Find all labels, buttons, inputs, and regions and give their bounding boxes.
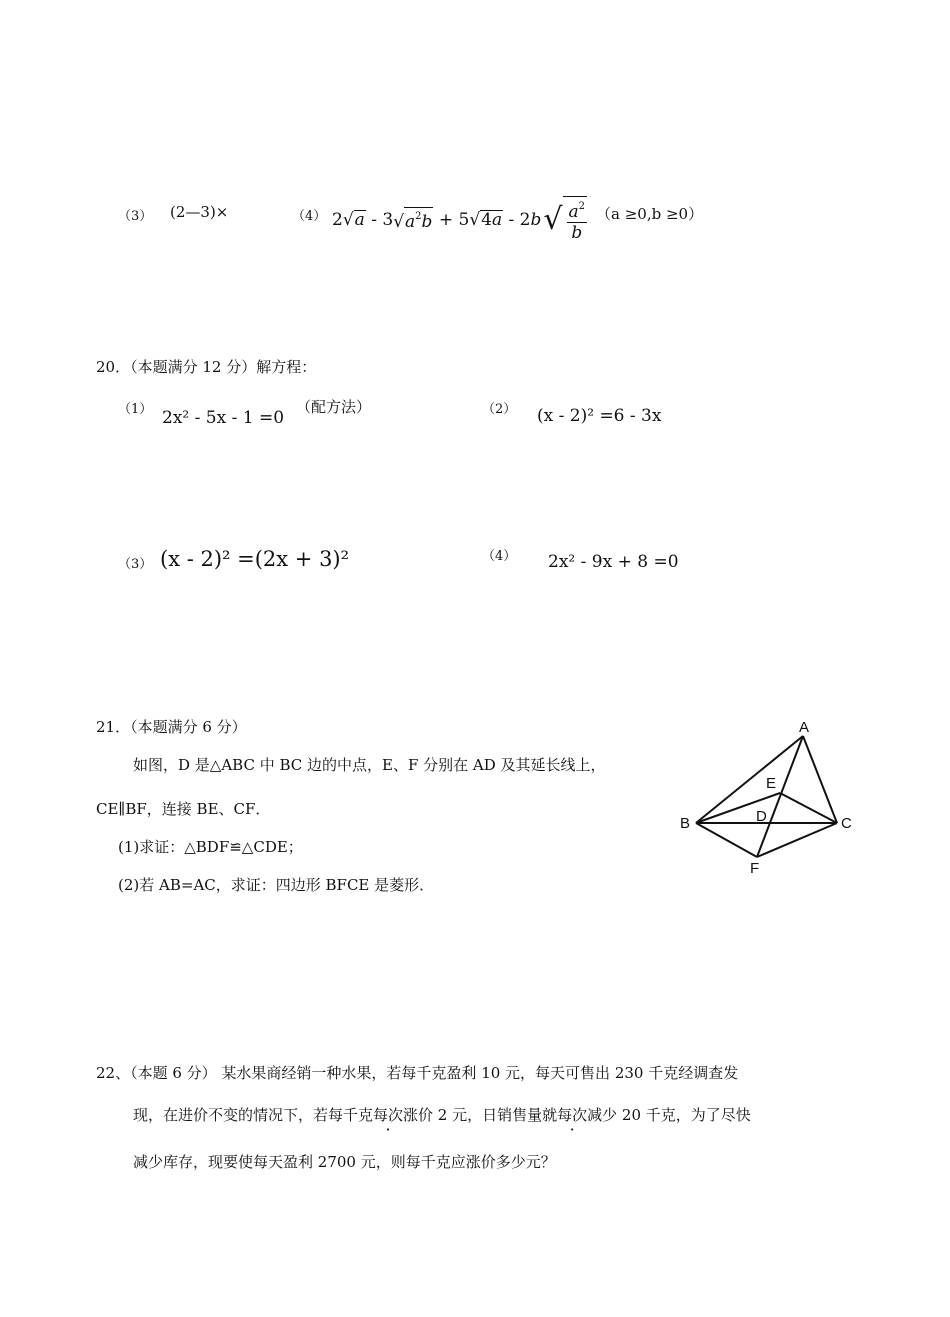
q20-part3-label: （3） [118, 557, 153, 572]
q21-line1: 如图，D 是△ABC 中 BC 边的中点，E、F 分别在 AD 及其延长线上， [133, 756, 606, 774]
q22-line2-part-b: 涨价 2 元，日销售量就 [403, 1106, 558, 1124]
segment-EC [780, 793, 837, 823]
q20-part4-expression: 2x² - 9x + 8 =0 [548, 552, 679, 572]
q21-part1: (1)求证：△BDF≌△CDE； [118, 838, 303, 856]
q22-line2-part-c: 减少 20 千克，为了尽快 [587, 1106, 751, 1124]
q20-part2-expression: (x - 2)² =6 - 3x [537, 406, 662, 426]
q20-heading: 20．（本题满分 12 分）解方程： [96, 358, 317, 376]
q20-part1-expression: 2x² - 5x - 1 =0 [162, 408, 285, 428]
q22-line3: 减少库存，现要使每天盈利 2700 元，则每千克应涨价多少元？ [133, 1153, 556, 1171]
q19-part3-expression: (2—3)× [170, 203, 229, 221]
q21-line2: CE∥BF，连接 BE、CF． [96, 800, 271, 818]
q19-part4-label: （4） [292, 209, 327, 224]
q22-line2 [133, 1104, 751, 1125]
q20-part3-expression: (x - 2)² =(2x + 3)² [160, 547, 350, 571]
figure-label-C: C [841, 815, 852, 832]
q22-emphasis-1: 每次 [373, 1106, 404, 1124]
q20-part1-label: （1） [118, 402, 153, 417]
figure-lines [696, 736, 837, 857]
figure-label-B: B [680, 815, 691, 832]
figure-label-E: E [766, 775, 777, 792]
figure-label-D: D [756, 808, 767, 825]
q22-emphasis-2: 每次 [557, 1106, 588, 1124]
q21-geometry-figure [670, 718, 870, 883]
segment-BF [696, 823, 757, 857]
q19-part4-condition: （a ≥0,b ≥0） [596, 205, 704, 223]
q19-part4-expression: 2 √a - 3 $√a^2b$ + 5 √4a - 2b √ $\frac{a^2}{b}$ [332, 196, 587, 243]
q20-part1-method: （配方法） [296, 398, 372, 416]
q22-line2-part-a: 现，在进价不变的情况下，若每千克 [133, 1106, 374, 1124]
q22-line1: 22、（本题 6 分） 某水果商经销一种水果，若每千克盈利 10 元，每天可售出 230 千克经调查发 [96, 1064, 739, 1082]
q20-part4-label: （4） [482, 549, 517, 564]
figure-label-A: A [799, 719, 810, 736]
figure-label-F: F [750, 860, 760, 877]
segment-BE [696, 793, 780, 823]
q21-part2: (2)若 AB=AC，求证：四边形 BFCE 是菱形． [118, 876, 435, 894]
q21-heading: 21．（本题满分 6 分） [96, 718, 247, 736]
q19-part3-label: （3） [118, 209, 153, 224]
segment-AC [803, 736, 837, 823]
q20-part2-label: （2） [482, 402, 517, 417]
